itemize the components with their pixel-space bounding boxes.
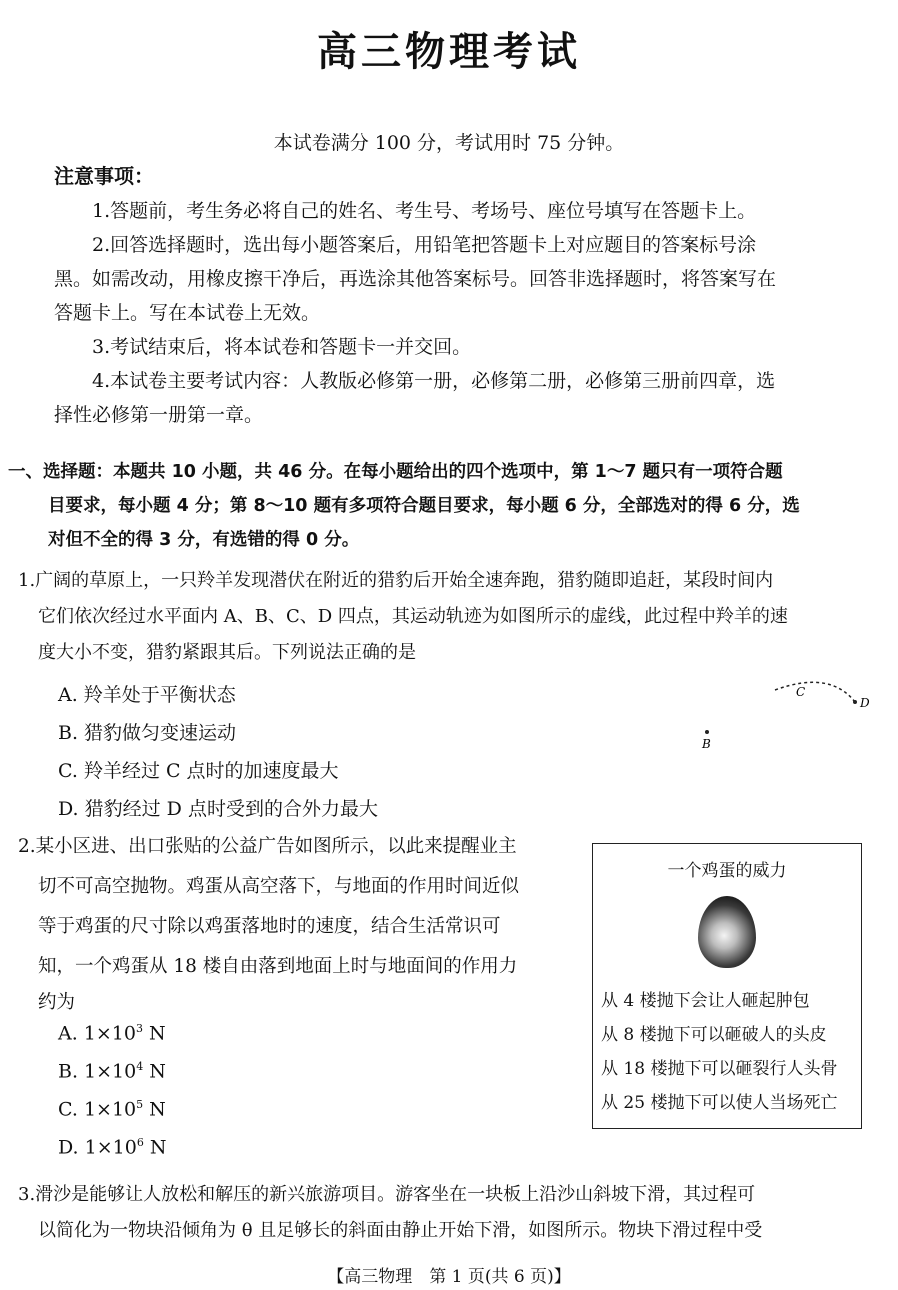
egg-icon <box>698 896 756 968</box>
poster-line: 从 4 楼抛下会让人砸起肿包 <box>601 991 810 1011</box>
point-d-label: D <box>860 696 870 710</box>
trajectory-dashed-path <box>775 682 855 702</box>
question-1-stem: 1.广阔的草原上，一只羚羊发现潜伏在附近的猎豹后开始全速奔跑，猎豹随即追赶，某段时间内 <box>18 570 774 591</box>
question-2-option-d: D. $1\times 10^6$ N <box>58 1136 167 1159</box>
point-c-label: C <box>796 685 806 699</box>
question-2-option-c: C. $1\times 10^5$ N <box>58 1098 166 1121</box>
section-instructions: 目要求，每小题 4 分；第 8～10 题有多项符合题目要求，每小题 6 分，全部选对的得 6 分，选 <box>48 496 800 516</box>
question-1-stem: 度大小不变，猎豹紧跟其后。下列说法正确的是 <box>38 642 416 663</box>
notice-line: 择性必修第一册第一章。 <box>54 404 264 426</box>
question-2-stem: 约为 <box>38 992 76 1013</box>
question-2-stem: 2.某小区进、出口张贴的公益广告如图所示，以此来提醒业主 <box>18 836 517 857</box>
notice-line: 3.考试结束后，将本试卷和答题卡一并交回。 <box>92 336 472 358</box>
question-1-option-d: D. 猎豹经过 D 点时受到的合外力最大 <box>58 798 378 820</box>
page-title: 高三物理考试 <box>317 29 581 75</box>
section-instructions: 对但不全的得 3 分，有选错的得 0 分。 <box>48 530 360 550</box>
point-b-marker <box>705 730 709 734</box>
point-b-label: B <box>702 737 711 751</box>
question-2-option-a: A. $1\times 10^3$ N <box>58 1022 166 1045</box>
egg-poster <box>592 843 862 1129</box>
question-1-option-a: A. 羚羊处于平衡状态 <box>58 684 236 706</box>
question-3-stem: 以简化为一物块沿倾角为 θ 且足够长的斜面由静止开始下滑，如图所示。物块下滑过程中受 <box>38 1220 763 1241</box>
poster-line: 从 18 楼抛下可以砸裂行人头骨 <box>601 1059 838 1079</box>
trajectory-figure <box>690 670 890 760</box>
notice-line: 2.回答选择题时，选出每小题答案后，用铅笔把答题卡上对应题目的答案标号涂 <box>92 234 757 256</box>
poster-line: 从 8 楼抛下可以砸破人的头皮 <box>601 1025 827 1045</box>
question-1-stem: 它们依次经过水平面内 A、B、C、D 四点，其运动轨迹为如图所示的虚线，此过程中羚羊的速 <box>38 606 788 627</box>
question-2-option-b: B. $1\times 10^4$ N <box>58 1060 166 1083</box>
notice-line: 4.本试卷主要考试内容：人教版必修第一册，必修第二册，必修第三册前四章，选 <box>92 370 776 392</box>
question-1-option-b: B. 猎豹做匀变速运动 <box>58 722 237 744</box>
poster-title: 一个鸡蛋的威力 <box>667 861 787 881</box>
poster-line: 从 25 楼抛下可以使人当场死亡 <box>601 1093 838 1113</box>
exam-info: 本试卷满分 100 分，考试用时 75 分钟。 <box>273 132 625 154</box>
section-instructions: 一、选择题：本题共 10 小题，共 46 分。在每小题给出的四个选项中，第 1～7 题只有一项符合题 <box>8 462 783 482</box>
question-3-stem: 3.滑沙是能够让人放松和解压的新兴旅游项目。游客坐在一块板上沿沙山斜坡下滑，其过程可 <box>18 1184 756 1205</box>
question-1-option-c: C. 羚羊经过 C 点时的加速度最大 <box>58 760 339 782</box>
question-2-stem: 切不可高空抛物。鸡蛋从高空落下，与地面的作用时间近似 <box>38 876 520 897</box>
notice-heading: 注意事项： <box>54 164 154 188</box>
notice-line: 黑。如需改动，用橡皮擦干净后，再选涂其他答案标号。回答非选择题时，将答案写在 <box>54 268 777 290</box>
question-2-stem: 知，一个鸡蛋从 18 楼自由落到地面上时与地面间的作用力 <box>38 956 518 977</box>
question-2-stem: 等于鸡蛋的尺寸除以鸡蛋落地时的速度，结合生活常识可 <box>38 916 501 937</box>
notice-line: 答题卡上。写在本试卷上无效。 <box>54 302 321 324</box>
notice-line: 1.答题前，考生务必将自己的姓名、考生号、考场号、座位号填写在答题卡上。 <box>92 200 757 222</box>
page-footer: 【高三物理 第 1 页(共 6 页)】 <box>327 1267 571 1287</box>
point-d-marker <box>853 700 857 704</box>
